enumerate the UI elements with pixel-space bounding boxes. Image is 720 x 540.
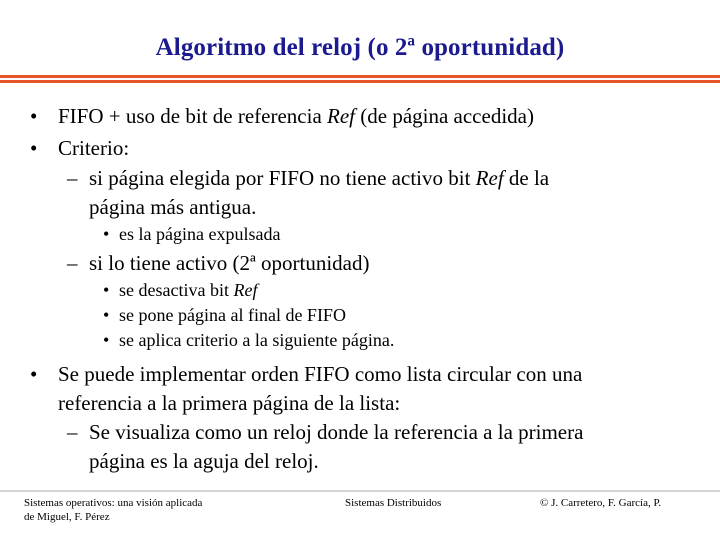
dash-sub1: – [67,166,78,190]
footer-book-title: Sistemas operativos: una visión aplicada [24,497,203,509]
item-sub1-text-pre: si página elegida por FIFO no tiene activo bit [89,166,476,190]
item-sub2: si lo tiene activo (2ª oportunidad) [89,251,370,275]
item-sub2c: se aplica criterio a la siguiente página. [119,330,395,350]
bullet-sub2b: • [103,305,110,325]
item-sub2a-ref: Ref [233,280,258,300]
item-sub2a [119,280,257,301]
item-sub1 [89,166,549,191]
item-sub1-ref: Ref [475,166,504,190]
bullet-fifo: • [30,104,38,128]
footer-course: Sistemas Distribuidos [345,497,442,509]
bullet-sub2a: • [103,280,110,300]
item-fifo [58,104,534,129]
bullet-impl: • [30,362,38,386]
item-fifo-text-post: (de página accedida) [355,104,534,128]
slide-title: Algoritmo del reloj (o 2ª oportunidad) [155,34,565,61]
bullet-sub2c: • [103,330,110,350]
dash-impl1: – [67,420,78,444]
item-criterio: Criterio: [58,136,130,160]
item-sub1a: es la página expulsada [119,224,281,244]
item-sub1-continuation: página más antigua. [89,195,257,219]
item-impl1-continuation: página es la aguja del reloj. [89,449,319,473]
item-fifo-text-pre: FIFO + uso de bit de referencia [58,104,328,128]
bullet-sub1a: • [103,224,110,244]
footer-divider [0,490,720,492]
item-sub2b: se pone página al final de FIFO [119,305,346,325]
item-impl-continuation: referencia a la primera página de la lista: [58,391,401,415]
item-fifo-ref: Ref [327,104,355,128]
footer-copyright: © J. Carretero, F. García, P. [540,497,662,509]
bullet-criterio: • [30,136,38,160]
item-sub1-text-post: de la [503,166,550,190]
item-impl: Se puede implementar orden FIFO como lista circular con una [58,362,583,386]
dash-sub2: – [67,251,78,275]
footer-book-authors: de Miguel, F. Pérez [24,511,110,523]
item-impl1: Se visualiza como un reloj donde la referencia a la primera [89,420,584,444]
item-sub2a-text-pre: se desactiva bit [119,280,234,300]
footer-left [24,496,202,524]
